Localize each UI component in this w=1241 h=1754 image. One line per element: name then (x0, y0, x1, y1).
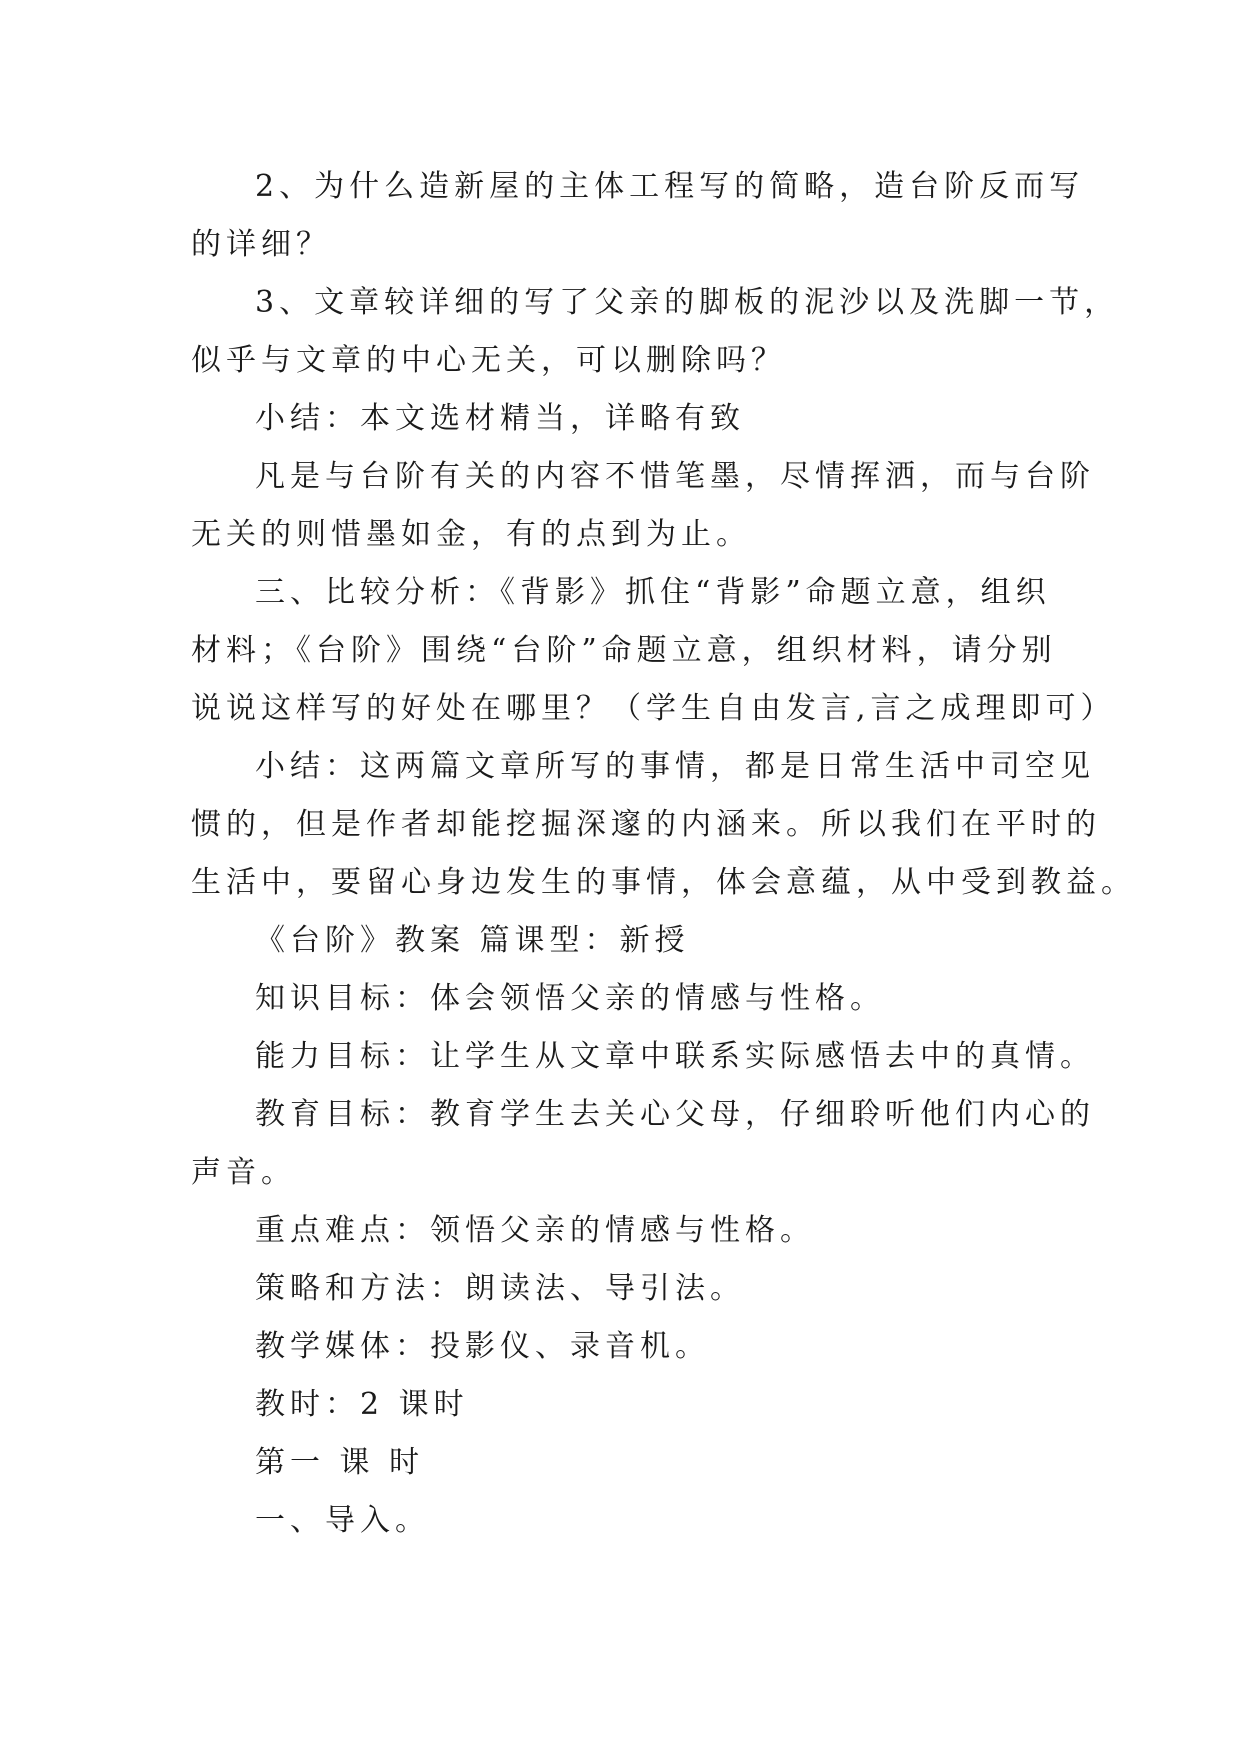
summary-line: 小结：这两篇文章所写的事情，都是日常生活中司空见 (255, 749, 1095, 784)
key-difficulty: 重点难点：领悟父亲的情感与性格。 (255, 1213, 815, 1248)
paragraph-line: 3、文章较详细的写了父亲的脚板的泥沙以及洗脚一节， (255, 285, 1120, 320)
ability-goal: 能力目标：让学生从文章中联系实际感悟去中的真情。 (255, 1039, 1095, 1074)
paragraph-line: 的详细？ (191, 227, 331, 262)
strategy-method: 策略和方法：朗读法、导引法。 (255, 1271, 745, 1306)
paragraph-line: 无关的则惜墨如金，有的点到为止。 (191, 517, 751, 552)
paragraph-line: 似乎与文章的中心无关，可以删除吗？ (191, 343, 786, 378)
teaching-media: 教学媒体：投影仪、录音机。 (255, 1329, 710, 1364)
paragraph-line: 凡是与台阶有关的内容不惜笔墨，尽情挥洒，而与台阶 (255, 459, 1095, 494)
section-heading: 第一 课 时 (255, 1445, 425, 1480)
knowledge-goal: 知识目标：体会领悟父亲的情感与性格。 (255, 981, 885, 1016)
paragraph-line: 说说这样写的好处在哪里？（学生自由发言,言之成理即可） (191, 691, 1116, 726)
paragraph-line: 惯的，但是作者却能挖掘深邃的内涵来。所以我们在平时的 (191, 807, 1101, 842)
lesson-plan-title: 《台阶》教案 篇课型：新授 (255, 923, 690, 958)
paragraph-line: 材料；《台阶》围绕“台阶”命题立意，组织材料，请分别 (191, 633, 1057, 668)
section-heading: 一、导入。 (255, 1503, 430, 1538)
paragraph-line: 三、比较分析：《背影》抓住“背影”命题立意，组织 (255, 575, 1051, 610)
paragraph-line: 声音。 (191, 1155, 296, 1190)
paragraph-line: 生活中，要留心身边发生的事情，体会意蕴，从中受到教益。 (191, 865, 1136, 900)
class-hours: 教时：2 课时 (255, 1387, 469, 1422)
education-goal: 教育目标：教育学生去关心父母，仔细聆听他们内心的 (255, 1097, 1095, 1132)
paragraph-line: 2、为什么造新屋的主体工程写的简略，造台阶反而写 (255, 169, 1085, 204)
summary-line: 小结：本文选材精当，详略有致 (255, 401, 745, 436)
